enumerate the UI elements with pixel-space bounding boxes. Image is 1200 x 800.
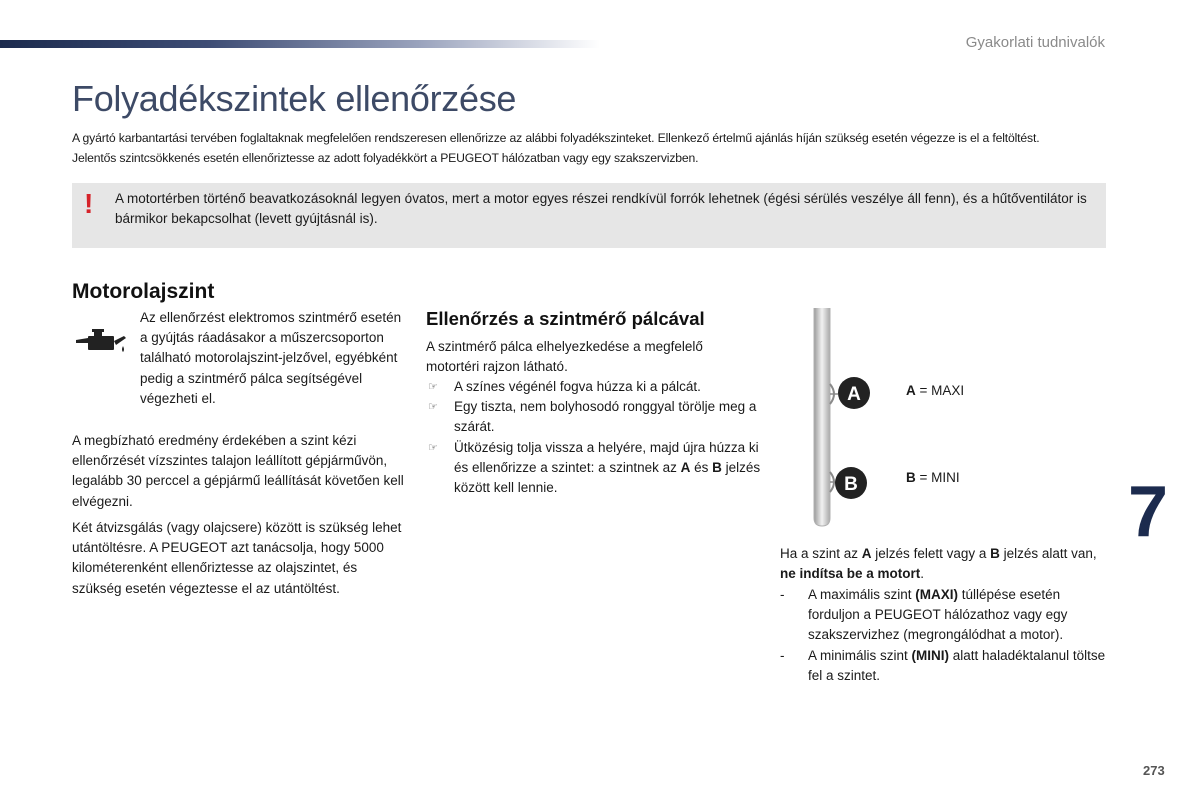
level-warning-paragraph bbox=[780, 544, 1110, 584]
pointing-hand-icon: ☞ bbox=[428, 441, 438, 454]
level-b-letter: B bbox=[906, 470, 916, 485]
dash-bullet: - bbox=[780, 587, 785, 602]
dipstick-step bbox=[426, 377, 761, 397]
dash-bullet: - bbox=[780, 647, 785, 663]
text-part: alatt haladéktalanul töltse fel a szintet. bbox=[808, 647, 1106, 683]
motor-oil-paragraph-2: A megbízható eredmény érdekében a szint kézi ellenőrzését vízszintes talajon leállított gépjárművön, legalább 30 perccel a gépjármű leállítását követően kell elvégezni. bbox=[72, 433, 404, 509]
warning-box bbox=[72, 183, 1106, 248]
do-not-start-engine-emphasis: ne indítsa be a motort bbox=[780, 566, 921, 582]
text-part: jelzés felett vagy a bbox=[871, 546, 991, 561]
page-number: 273 bbox=[1143, 763, 1165, 778]
warning-text: A motortérben történő beavatkozásoknál legyen óvatos, mert a motor egyes részei rendkívül forrók lehetnek (égési sérülés veszélye áll fenn), és a hűtőventilátor is bármikor bekapcsolhat (levett gyújtásnál is). bbox=[115, 191, 1087, 226]
level-notes-list bbox=[780, 585, 1110, 686]
page-title: Folyadékszintek ellenőrzése bbox=[72, 78, 517, 119]
text-part: . bbox=[920, 566, 925, 582]
text-part: jelzés alatt van, bbox=[999, 546, 1097, 561]
level-b-label bbox=[906, 470, 960, 485]
mark-b: B bbox=[990, 546, 1000, 561]
maxi-emphasis: (MAXI) bbox=[915, 587, 959, 602]
subheading-dipstick-check: Ellenőrzés a szintmérő pálcával bbox=[426, 308, 705, 329]
intro-text bbox=[72, 128, 1112, 168]
marker-a-icon bbox=[838, 377, 870, 409]
dipstick-illustration bbox=[800, 300, 960, 535]
warning-exclamation-icon: ! bbox=[84, 188, 94, 219]
level-b-text: = MINI bbox=[915, 470, 960, 485]
marker-b-letter: B bbox=[844, 474, 858, 495]
level-a-text: = MAXI bbox=[915, 383, 965, 398]
header-gradient-bar bbox=[0, 40, 600, 48]
step-text-mid: és bbox=[690, 459, 713, 475]
dipstick-intro: A szintmérő pálca elhelyezkedése a megfelelő motortéri rajzon látható. bbox=[426, 339, 703, 375]
oil-can-icon bbox=[74, 324, 128, 358]
dipstick-steps-list bbox=[426, 377, 761, 498]
intro-line-2: Jelentős szintcsökkenés esetén ellenőriztesse az adott folyadékkört a PEUGEOT hálózatban vagy egy szakszervizben. bbox=[72, 151, 699, 165]
level-a-label bbox=[906, 383, 964, 398]
level-note-mini bbox=[780, 646, 1110, 686]
level-note-maxi bbox=[780, 585, 1110, 646]
step-text: A színes végénél fogva húzza ki a pálcát. bbox=[454, 379, 701, 394]
section-heading-motor-oil: Motorolajszint bbox=[72, 280, 215, 303]
dipstick-step bbox=[426, 438, 761, 499]
mini-emphasis: (MINI) bbox=[911, 647, 950, 663]
step-text-after: jelzés között kell lennie. bbox=[454, 459, 761, 496]
chapter-title: Gyakorlati tudnivalók bbox=[965, 34, 1105, 51]
level-a-letter: A bbox=[906, 383, 916, 398]
text-part: A minimális szint bbox=[808, 647, 912, 663]
chapter-number: 7 bbox=[1128, 472, 1169, 552]
mark-b: B bbox=[712, 459, 722, 475]
text-part: Ha a szint az bbox=[780, 546, 862, 561]
marker-b-icon bbox=[835, 467, 867, 499]
text-part: túllépése esetén forduljon a PEUGEOT hálózathoz vagy egy szakszervizhez (megrongálódhat a motor). bbox=[808, 587, 1068, 643]
mark-a: A bbox=[861, 546, 872, 561]
marker-a-letter: A bbox=[847, 384, 861, 405]
step-text-before: Ütközésig tolja vissza a helyére, majd újra húzza ki és ellenőrizze a szintet: a szintnek az bbox=[454, 439, 759, 475]
dipstick-step bbox=[426, 397, 761, 437]
motor-oil-paragraph-1: Az ellenőrzést elektromos szintmérő esetén a gyújtás ráadásakor a műszercsoporton található motorolajszint-jelzővel, egyébként pedig a szintmérő pálca segítségével végezheti el. bbox=[140, 310, 402, 406]
pointing-hand-icon: ☞ bbox=[428, 381, 438, 393]
text-part: A maximális szint bbox=[808, 587, 916, 602]
pointing-hand-icon: ☞ bbox=[428, 401, 438, 414]
mark-a: A bbox=[680, 459, 691, 475]
intro-line-1: A gyártó karbantartási tervében foglaltaknak megfelelően rendszeresen ellenőrizze az alábbi folyadékszinteket. Ellenkező értelmű ajánlás híján szükség esetén végezze is el a feltöltést. bbox=[72, 131, 1040, 145]
step-text: Egy tiszta, nem bolyhosodó ronggyal törölje meg a szárát. bbox=[454, 399, 757, 435]
motor-oil-paragraph-3: Két átvizsgálás (vagy olajcsere) között is szükség lehet utántöltésre. A PEUGEOT azt tanácsolja, hogy 5000 kilométerenként ellenőriztesse az olajszintet, és szükség esetén végeztesse el az utántöltést. bbox=[72, 520, 402, 596]
